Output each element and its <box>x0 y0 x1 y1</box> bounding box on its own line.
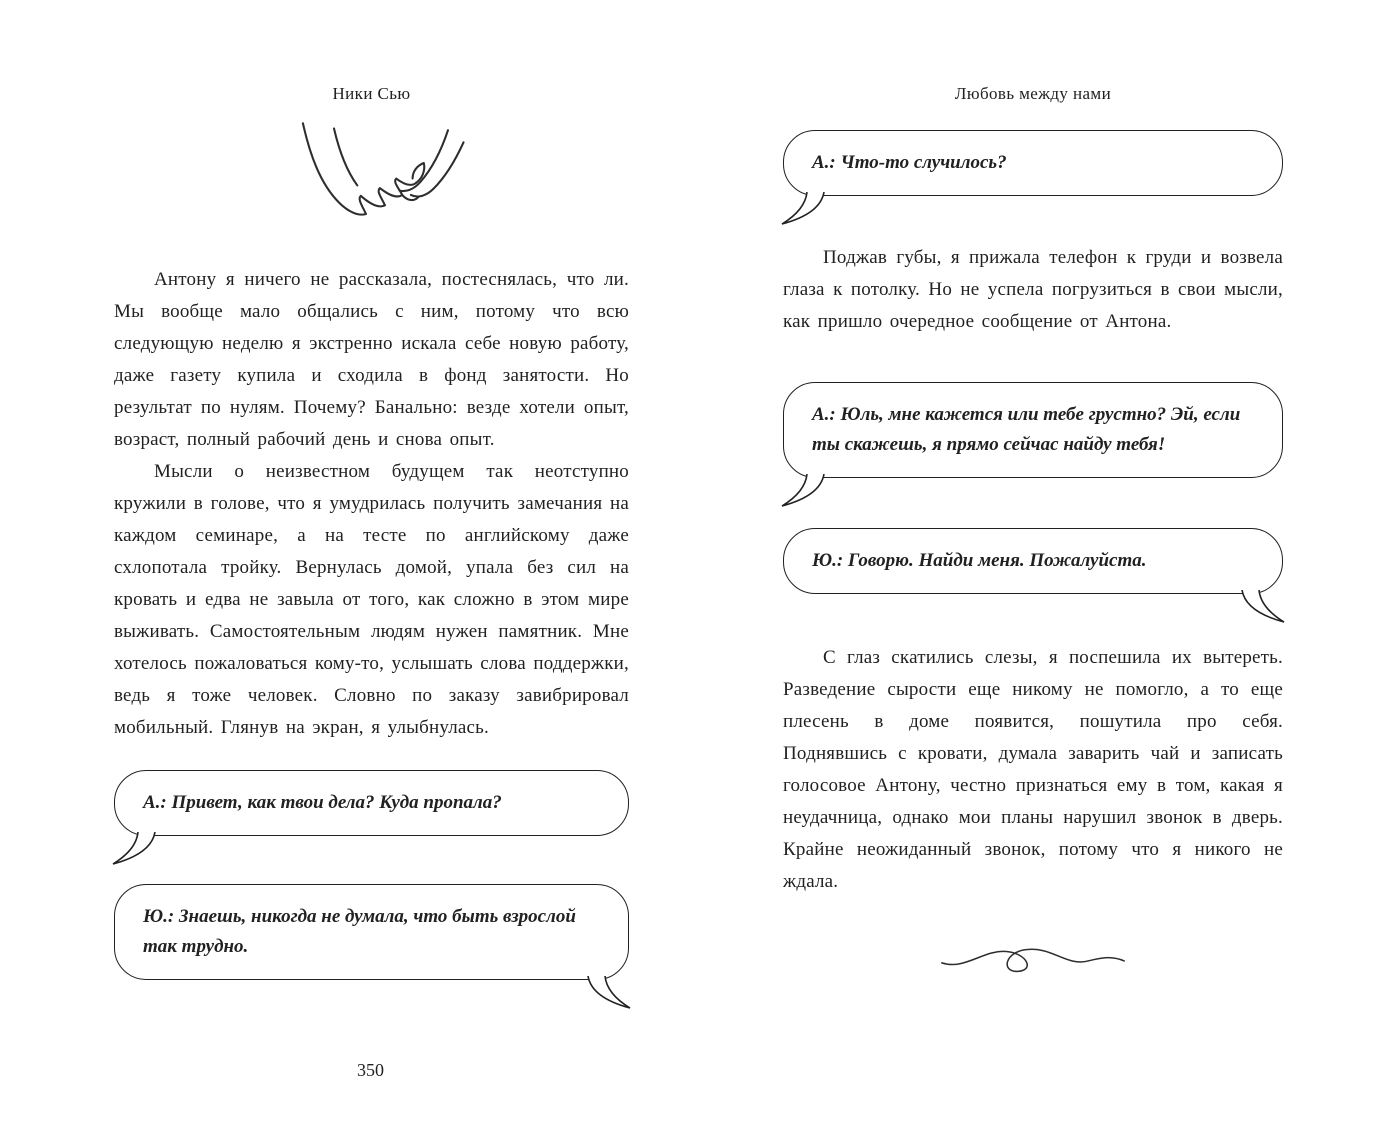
chat-bubble-text: А.: Привет, как твои дела? Куда пропала? <box>143 792 502 813</box>
running-head-author: Ники Сью <box>332 84 411 103</box>
chat-bubble-yulya <box>114 884 629 980</box>
body-paragraph: Мысли о неизвестном будущем так неотступно кружили в голове, что я умудрилась получить замечания на каждом семинаре, а на тесте по английскому даже схлопотала тройку. Вернулась домой, упала без сил на кровать и едва не завыла от того, как сложно в этом мире выживать. Самостоятельным людям нужен памятник. Мне хотелось пожаловаться кому-то, услышать слова поддержки, ведь я тоже человек. Словно по заказу завибрировал мобильный. Глянув на экран, я улыбнулась. <box>114 461 629 738</box>
chat-bubble-text: Ю.: Знаешь, никогда не думала, что быть взрослой так трудно. <box>143 906 576 957</box>
chat-bubble-yulya <box>783 528 1283 594</box>
hands-illustration <box>114 118 629 246</box>
chat-bubble-anton <box>783 130 1283 196</box>
chat-bubble-anton <box>114 770 629 836</box>
infinity-flourish-icon <box>938 940 1128 980</box>
bubble-tail-icon <box>780 192 826 226</box>
section-divider <box>783 940 1283 980</box>
bubble-tail-icon <box>586 976 632 1010</box>
linked-hands-icon <box>277 118 467 246</box>
bubble-tail-icon <box>1240 590 1286 624</box>
running-head-title: Любовь между нами <box>954 84 1112 103</box>
bubble-tail-icon <box>111 832 157 866</box>
chat-bubble-text: А.: Юль, мне кажется или тебе грустно? Эй, если ты скажешь, я прямо сейчас найду тебя! <box>812 404 1241 455</box>
bubble-tail-icon <box>780 474 826 508</box>
page-right <box>697 0 1393 1125</box>
body-paragraph: Антону я ничего не рассказала, постеснялась, что ли. Мы вообще мало общались с ним, потому что всю следующую неделю я экстренно искала себе новую работу, даже газету купила и сходила в фонд занятости. Но результат по нулям. Почему? Банально: везде хотели опыт, возраст, полный рабочий день и снова опыт. <box>114 269 629 450</box>
body-paragraph: Поджав губы, я прижала телефон к груди и возвела глаза к потолку. Но не успела погрузиться в свои мысли, как пришло очередное сообщение от Антона. <box>783 247 1283 332</box>
chat-bubble-text: А.: Что-то случилось? <box>812 152 1007 173</box>
page-number: 350 <box>357 1060 384 1080</box>
body-paragraph: С глаз скатились слезы, я поспешила их вытереть. Разведение сырости еще никому не помогло, а то еще плесень в доме появится, пошутила про себя. Поднявшись с кровати, думала заварить чай и записать голосовое Антону, честно признаться ему в том, какая я неудачница, однако мои планы нарушил звонок в дверь. Крайне неожиданный звонок, потому что я никого не ждала. <box>783 647 1283 892</box>
chat-bubble-text: Ю.: Говорю. Найди меня. Пожалуйста. <box>812 550 1147 571</box>
chat-bubble-anton <box>783 382 1283 478</box>
